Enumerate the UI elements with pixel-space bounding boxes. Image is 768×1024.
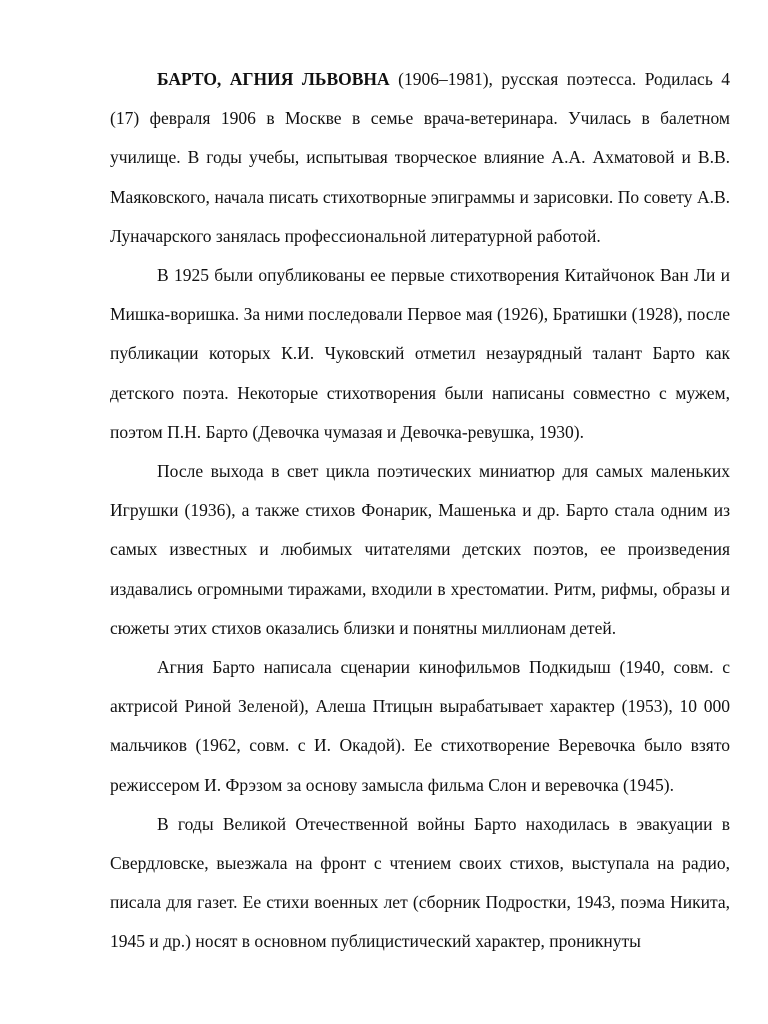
article-title: БАРТО, АГНИЯ ЛЬВОВНА: [157, 69, 390, 89]
paragraph-text: После выхода в свет цикла поэтических миниатюр для самых маленьких Игрушки (1936), а также стихов Фонарик, Машенька и др. Барто стала одним из самых известных и любимых читателями детских поэтов, ее произведения издавались огромными тиражами, входили в хрестоматии. Ритм, рифмы, образы и сюжеты этих стихов оказались близки и понятны миллионам детей.: [110, 461, 730, 638]
paragraph-war-years: [110, 805, 730, 962]
paragraph-early-works: [110, 256, 730, 452]
paragraph-text: В 1925 были опубликованы ее первые стихотворения Китайчонок Ван Ли и Мишка-воришка. За ними последовали Первое мая (1926), Братишки (1928), после публикации которых К.И. Чуковский отметил незаурядный талант Барто как детского поэта. Некоторые стихотворения были написаны совместно с мужем, поэтом П.Н. Барто (Девочка чумазая и Девочка-ревушка, 1930).: [110, 265, 730, 442]
paragraph-biography-intro: [110, 60, 730, 256]
paragraph-text: В годы Великой Отечественной войны Барто находилась в эвакуации в Свердловске, выезжала на фронт с чтением своих стихов, выступала на радио, писала для газет. Ее стихи военных лет (сборник Подростки, 1943, поэма Никита, 1945 и др.) носят в основном публицистический характер, проникнуты: [110, 813, 730, 952]
paragraph-text: (1906–1981), русская поэтесса. Родилась 4 (17) февраля 1906 в Москве в семье врача-ветеринара. Училась в балетном училище. В годы учебы, испытывая творческое влияние А.А. Ахматовой и В.В. Маяковского, начала писать стихотворные эпиграммы и зарисовки. По совету А.В. Луначарского занялась профессиональной литературной работой.: [110, 69, 731, 246]
paragraph-toys-cycle: [110, 452, 730, 648]
document-page: [110, 60, 730, 962]
paragraph-text: Агния Барто написала сценарии кинофильмов Подкидыш (1940, совм. с актрисой Риной Зеленой), Алеша Птицын вырабатывает характер (1953), 10 000 мальчиков (1962, совм. с И. Окадой). Ее стихотворение Веревочка было взято режиссером И. Фрэзом за основу замысла фильма Слон и веревочка (1945).: [110, 657, 730, 795]
paragraph-film-scripts: [110, 648, 730, 805]
